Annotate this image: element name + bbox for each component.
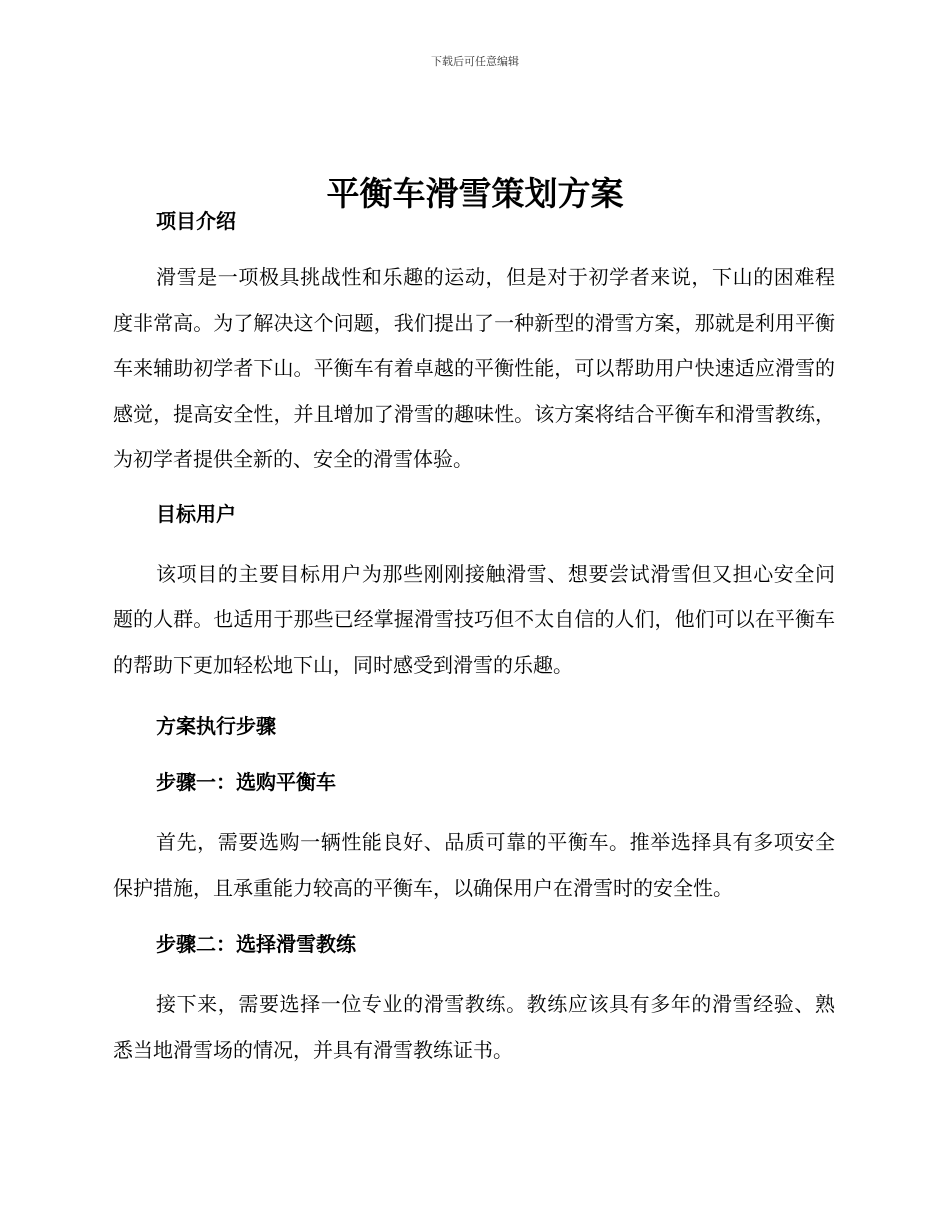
step2-heading: 步骤二：选择滑雪教练 <box>156 932 356 956</box>
document-body <box>113 203 835 1073</box>
step2-paragraph: 接下来，需要选择一位专业的滑雪教练。教练应该具有多年的滑雪经验、熟悉当地滑雪场的情况，并具有滑雪教练证书。 <box>113 992 835 1062</box>
section-heading-intro: 项目介绍 <box>156 209 236 233</box>
step1-paragraph: 首先，需要选购一辆性能良好、品质可靠的平衡车。推举选择具有多项安全保护措施，且承重能力较高的平衡车，以确保用户在滑雪时的安全性。 <box>113 830 835 900</box>
step1-heading: 步骤一：选购平衡车 <box>156 770 336 794</box>
section-heading-target-users: 目标用户 <box>156 501 236 526</box>
section-paragraph-intro: 滑雪是一项极具挑战性和乐趣的运动，但是对于初学者来说，下山的困难程度非常高。为了解决这个问题，我们提出了一种新型的滑雪方案，那就是利用平衡车来辅助初学者下山。平衡车有着卓越的平衡性能，可以帮助用户快速适应滑雪的感觉，提高安全性，并且增加了滑雪的趣味性。该方案将结合平衡车和滑雪教练，为初学者提供全新的、安全的滑雪体验。 <box>113 265 835 471</box>
document-title: 平衡车滑雪策划方案 <box>326 174 624 214</box>
header-note: 下载后可任意编辑 <box>431 55 519 68</box>
section-heading-steps: 方案执行步骤 <box>156 714 276 738</box>
section-paragraph-target-users: 该项目的主要目标用户为那些刚刚接触滑雪、想要尝试滑雪但又担心安全问题的人群。也适用于那些已经掌握滑雪技巧但不太自信的人们，他们可以在平衡车的帮助下更加轻松地下山，同时感受到滑雪的乐趣。 <box>113 561 835 677</box>
